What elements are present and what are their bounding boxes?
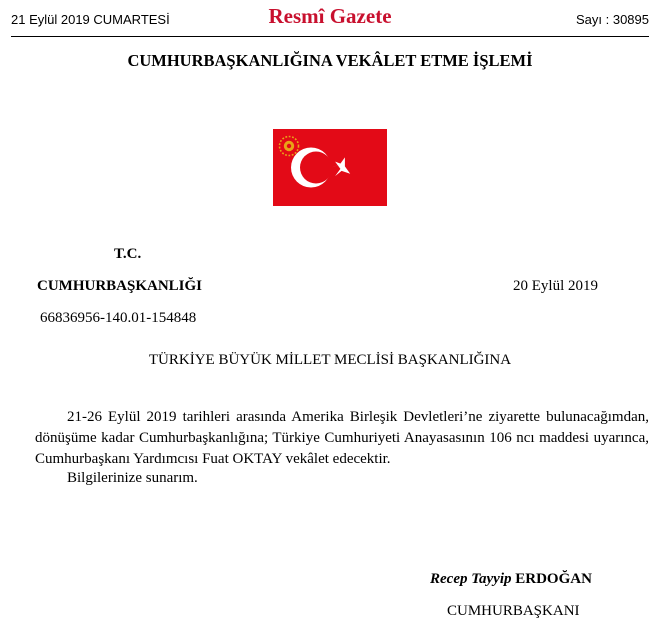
document-title: CUMHURBAŞKANLIĞINA VEKÂLET ETME İŞLEMİ xyxy=(127,51,533,70)
flag-crescent-inner xyxy=(300,152,332,184)
letter-date: 20 Eylül 2019 xyxy=(513,278,598,294)
closing-line: Bilgilerinize sunarım. xyxy=(67,470,198,486)
org-line-1: T.C. xyxy=(114,246,142,262)
signer-title: CUMHURBAŞKANI xyxy=(447,603,580,619)
issue-number: Sayı : 30895 xyxy=(576,12,649,27)
addressee: TÜRKİYE BÜYÜK MİLLET MECLİSİ BAŞKANLIĞINA xyxy=(148,352,512,368)
signer-surname: ERDOĞAN xyxy=(515,571,592,587)
issue-date: 21 Eylül 2019 CUMARTESİ xyxy=(11,12,170,27)
gazette-title: Resmî Gazete xyxy=(268,4,392,28)
turkish-flag-icon xyxy=(273,129,387,206)
body-paragraph: 21-26 Eylül 2019 tarihleri arasında Amerika Birleşik Devletleri’ne ziyarette bulunacağımdan, dönüşüme kadar Cumhurbaşkanlığına; Türkiye Cumhuriyeti Anayasasının 106 ncı maddesi uyarınca, Cumhurbaşkanı Yardımcısı Fuat OKTAY vekâlet edecektir. xyxy=(35,409,649,467)
org-line-2: CUMHURBAŞKANLIĞI xyxy=(37,278,203,294)
gazette-header xyxy=(11,0,649,37)
signer-first-names: Recep Tayyip xyxy=(430,571,512,587)
signer-name xyxy=(430,571,592,588)
reference-number: 66836956-140.01-154848 xyxy=(40,310,197,326)
